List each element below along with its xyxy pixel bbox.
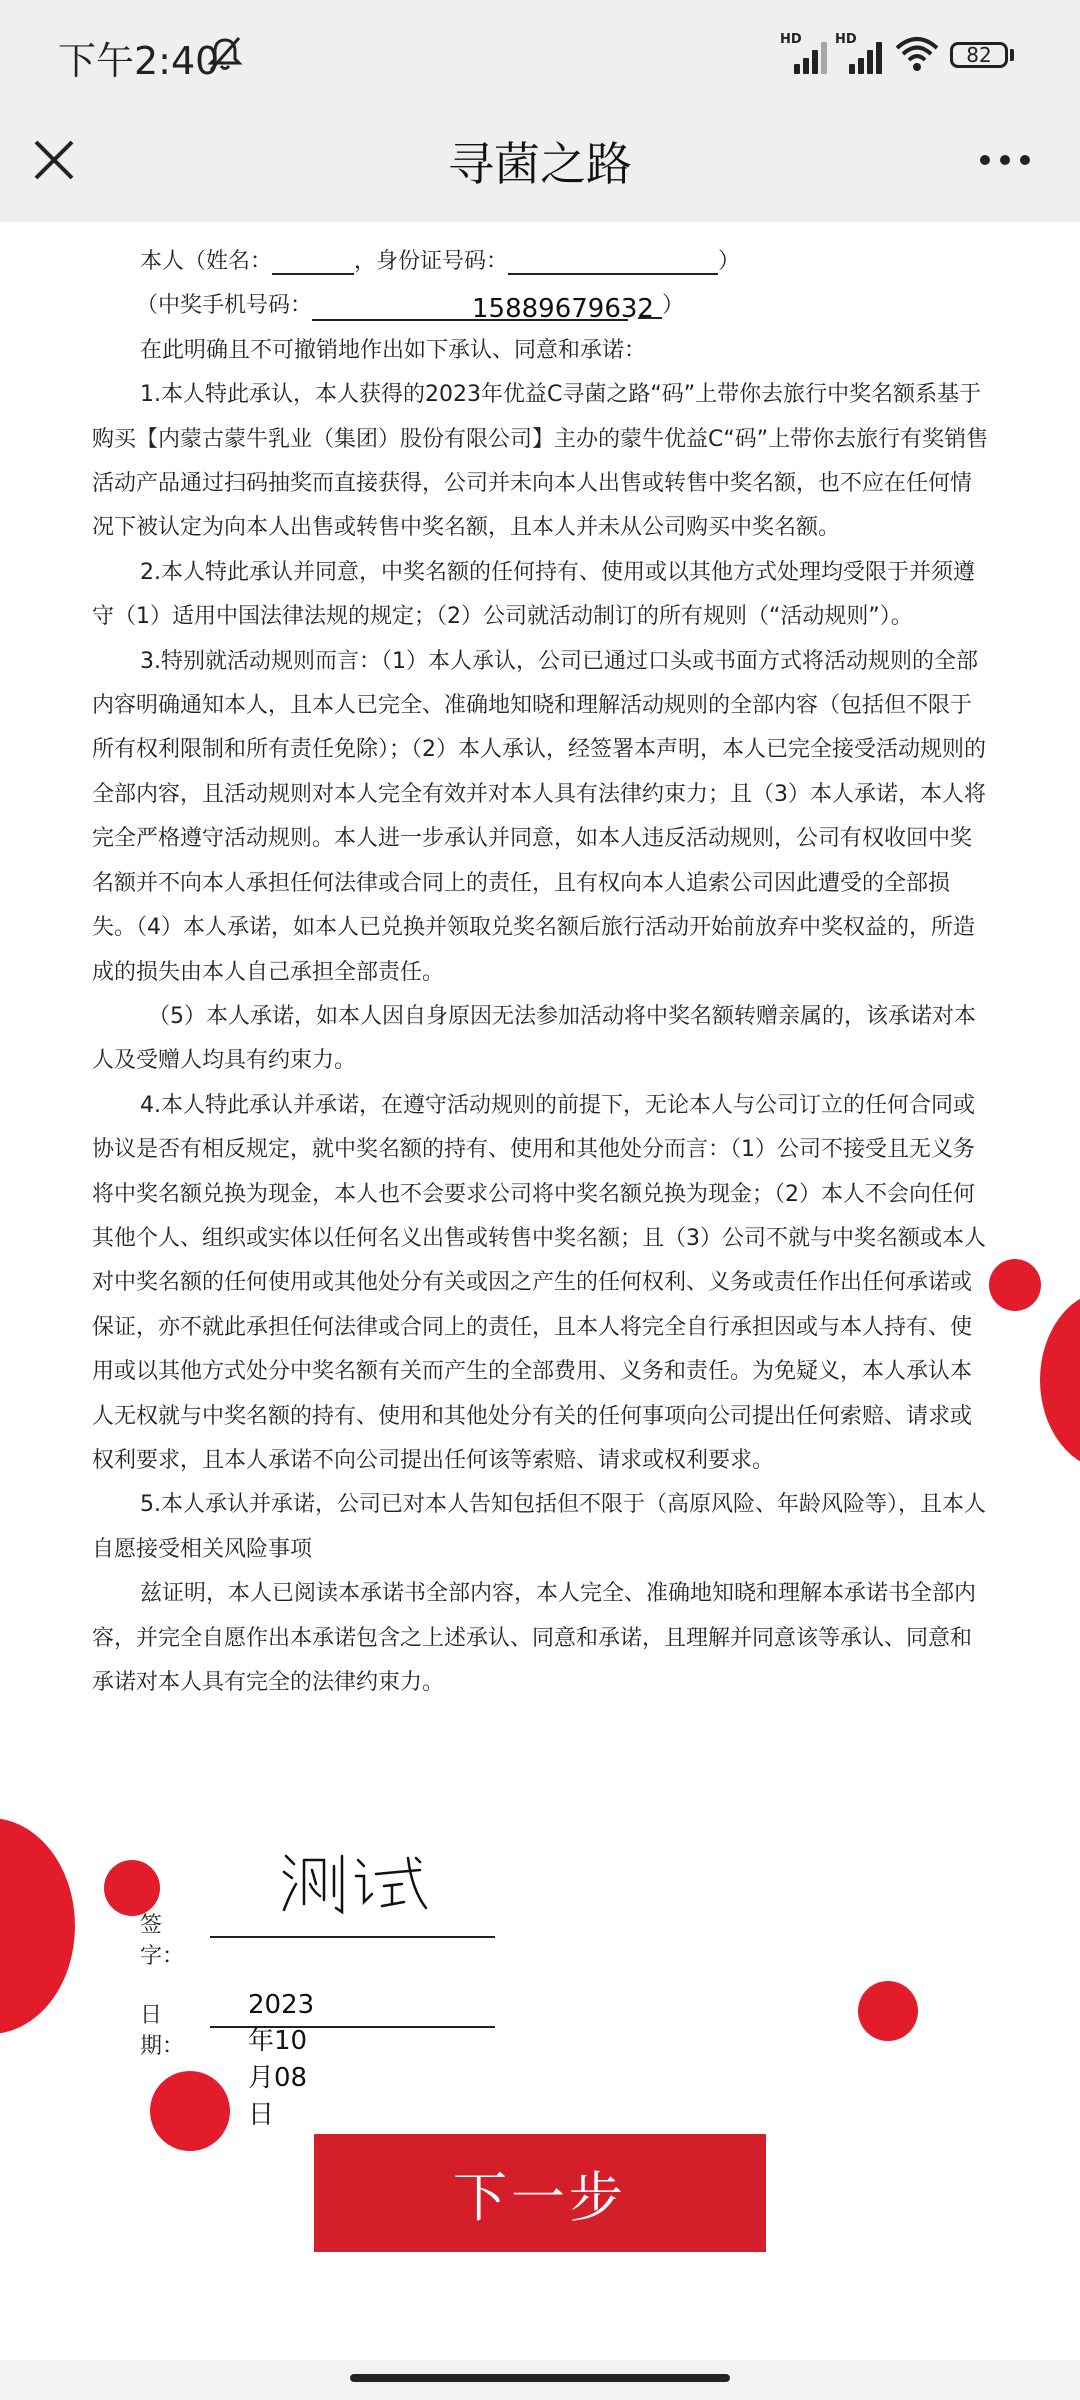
signal-hd-label: HD [780, 32, 802, 47]
doc-paragraph: 1.本人特此承认，本人获得的2023年优益C寻菌之路“码”上带你去旅行中奖名额系基于购买【内蒙古蒙牛乳业（集团）股份有限公司】主办的蒙牛优益C“码”上带你去旅行有奖销售活动产品通过扫码抽奖而直接获得，公司并未向本人出售或转售中奖名额，也不应在任何情况下被认定为向本人出售或转售中奖名额，且本人并未从公司购买中奖名额。 [92, 382, 989, 541]
more-icon[interactable] [978, 150, 1032, 170]
decor-circle [150, 2071, 230, 2151]
next-step-button[interactable]: 下一步 [314, 2134, 766, 2252]
decor-circle [1040, 1290, 1080, 1470]
status-bar [0, 0, 1080, 110]
signature-label: 签字： [140, 1913, 185, 1969]
id-input-line[interactable] [508, 249, 718, 275]
decor-circle [858, 1981, 918, 2041]
home-indicator[interactable] [350, 2374, 730, 2382]
phone-value: 15889679632 [472, 294, 654, 325]
status-time: 下午2:40 [58, 39, 220, 83]
doc-paragraph: 5.本人承认并承诺，公司已对本人告知包括但不限于（高原风险、年龄风险等），且本人自愿接受相关风险事项 [92, 1492, 986, 1562]
page-title: 寻菌之路 [448, 137, 632, 191]
doc-paragraph: 4.本人特此承认并承诺，在遵守活动规则的前提下，无论本人与公司订立的任何合同或协议是否有相反规定，就中奖名额的持有、使用和其他处分而言：（1）公司不接受且无义务将中奖名额兑换为现金，本人也不会要求公司将中奖名额兑换为现金；（2）本人不会向任何其他个人、组织或实体以任何名义出售或转售中奖名额；且（3）公司不就与中奖名额或本人对中奖名额的任何使用或其他处分有关或因之产生的任何权利、义务或责任作出任何承诺或保证，亦不就此承担任何法律或合同上的责任，且本人将完全自行承担因或与本人持有、使用或以其他方式处分中奖名额有关而产生的全部费用、义务和责任。为免疑义，本人承认本人无权就与中奖名额的持有、使用和其他处分有关的任何事项向公司提出任何索赔、请求或权利要求，且本人承诺不向公司提出任何该等索赔、请求或权利要求。 [92, 1092, 987, 1473]
date-label: 日期： [140, 2003, 185, 2059]
id-end: ） [718, 249, 741, 274]
phone-field[interactable] [312, 291, 654, 325]
commitment-document [92, 240, 992, 1705]
name-input-line[interactable] [272, 249, 354, 275]
phone-end: ） [662, 293, 685, 319]
nav-bar [0, 110, 1080, 222]
battery-level: 82 [966, 43, 992, 67]
battery-icon [950, 42, 1008, 68]
signal-hd-label: HD [835, 32, 857, 47]
id-label: ，身份证号码： [354, 249, 509, 274]
wifi-icon [893, 34, 941, 74]
signal-icon [780, 32, 828, 74]
name-id-line [92, 240, 992, 284]
battery-tip [1010, 49, 1014, 61]
decor-circle [0, 1818, 75, 2034]
name-label: 本人（姓名： [140, 249, 273, 274]
bell-muted-icon [205, 34, 245, 74]
signature-underline [210, 1936, 495, 1938]
doc-paragraph: （5）本人承诺，如本人因自身原因无法参加活动将中奖名额转赠亲属的，该承诺对本人及受赠人均具有约束力。 [92, 1003, 976, 1074]
doc-paragraph: 兹证明，本人已阅读本承诺书全部内容，本人完全、准确地知晓和理解本承诺书全部内容，并完全自愿作出本承诺包含之上述承认、同意和承诺，且理解并同意该等承认、同意和承诺对本人具有完全的法律约束力。 [92, 1581, 977, 1695]
signature-handwriting [280, 1850, 430, 1920]
date-value: 2023年10月08日 [248, 1990, 315, 2130]
signal-icon [835, 32, 883, 74]
decor-circle [989, 1259, 1041, 1311]
doc-paragraph: 2.本人特此承认并同意，中奖名额的任何持有、使用或以其他方式处理均受限于并须遵守（1）适用中国法律法规的规定；（2）公司就活动制订的所有规则（“活动规则”）。 [92, 559, 975, 630]
phone-label: （中奖手机号码： [136, 293, 313, 319]
doc-paragraph: 3.特别就活动规则而言：（1）本人承认，公司已通过口头或书面方式将活动规则的全部内容明确通知本人，且本人已完全、准确地知晓和理解活动规则的全部内容（包括但不限于所有权利限制和所有责任免除）；（2）本人承认，经签署本声明，本人已完全接受活动规则的全部内容，且活动规则对本人完全有效并对本人具有法律约束力；且（3）本人承诺，本人将完全严格遵守活动规则。本人进一步承认并同意，如本人违反活动规则，公司有权收回中奖名额并不向本人承担任何法律或合同上的责任，且有权向本人追索公司因此遭受的全部损失。（4）本人承诺，如本人已兑换并领取兑奖名额后旅行活动开始前放弃中奖权益的，所造成的损失由本人自己承担全部责任。 [92, 648, 987, 985]
doc-paragraph: 在此明确且不可撤销地作出如下承认、同意和承诺： [140, 337, 647, 363]
phone-line [92, 284, 992, 328]
